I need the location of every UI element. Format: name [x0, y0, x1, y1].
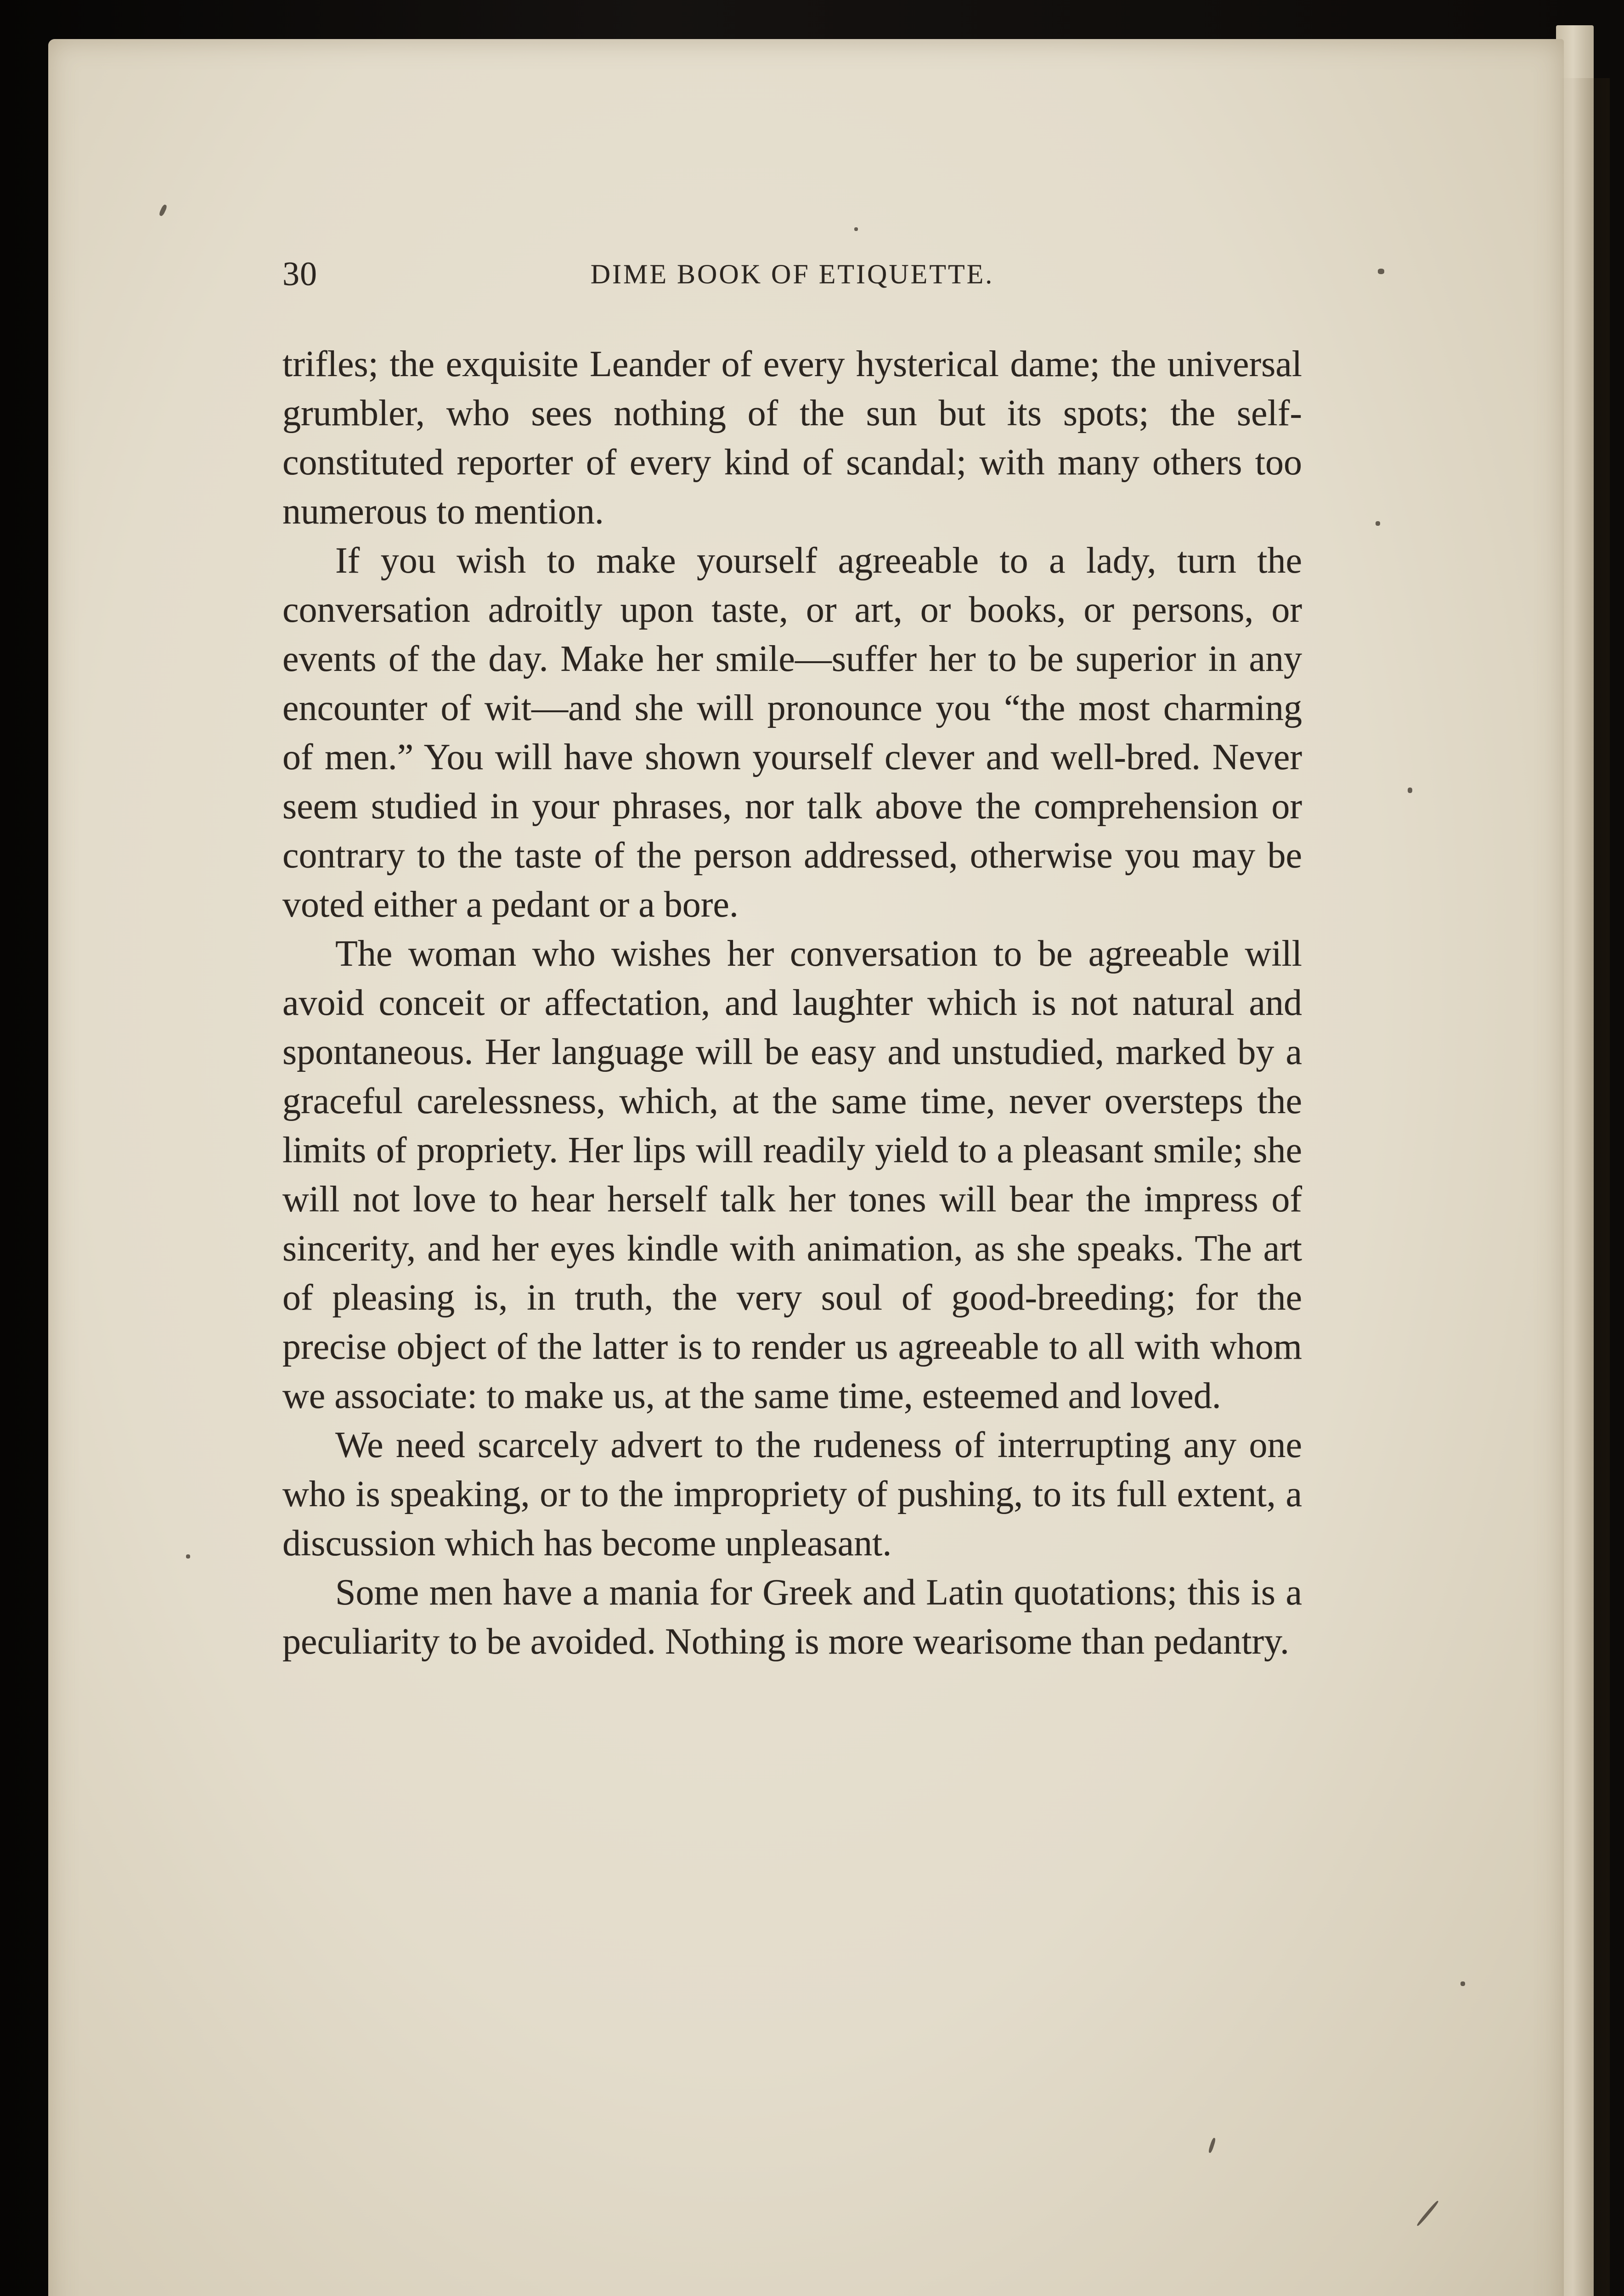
ink-speck	[1460, 1981, 1465, 1986]
paragraph-4: We need scarcely advert to the rudeness of interrupting any one who is speaking, or to the impropriety of pushing, to its full extent, a discussion which has become unpleasant.	[282, 1425, 1302, 1564]
paragraph-2: If you wish to make yourself agreeable to a lady, turn the conversation adroitly upon taste, or art, or books, or persons, or events of the day. Make her smile—suffer her to be superior in any encounter of wit—and she will pronounce you “the most charming of men.” You will have shown yourself clever and well-bred. Never seem studied in your phrases, nor talk above the comprehension or contrary to the taste of the person addressed, otherwise you may be voted either a pedant or a bore.	[282, 540, 1302, 925]
ink-speck	[1416, 2200, 1439, 2227]
ink-speck	[1408, 788, 1412, 793]
page-number: 30	[282, 255, 317, 293]
text-block	[282, 255, 1302, 2092]
running-head-title: DIME BOOK OF ETIQUETTE.	[590, 259, 994, 289]
ink-speck	[854, 227, 858, 231]
body-text	[282, 340, 1302, 1666]
paragraph-5: Some men have a mania for Greek and Latin quotations; this is a peculiarity to be avoided. Nothing is more wearisome than pedantry.	[282, 1572, 1302, 1662]
paragraph-1: trifles; the exquisite Leander of every hysterical dame; the universal grumbler, who sees nothing of the sun but its spots; the self-constituted reporter of every kind of scandal; with many others too numerous to mention.	[282, 344, 1302, 532]
paragraph-3: The woman who wishes her conversation to be agreeable will avoid conceit or affectation, and laughter which is not natural and spontaneous. Her language will be easy and unstudied, marked by a graceful carelessness, which, at the same time, never oversteps the limits of propriety. Her lips will readily yield to a pleasant smile; she will not love to hear herself talk her tones will bear the impress of sincerity, and her eyes kindle with animation, as she speaks. The art of pleasing is, in truth, the very soul of good-breeding; for the precise object of the latter is to render us agreeable to all with whom we associate: to make us, at the same time, esteemed and loved.	[282, 934, 1302, 1416]
ink-speck	[1378, 269, 1384, 274]
ink-speck	[1376, 521, 1380, 526]
ink-speck	[186, 1554, 190, 1559]
gutter-shadow	[1559, 78, 1610, 2296]
ink-speck	[158, 204, 168, 217]
book-page	[48, 39, 1564, 2296]
running-head	[282, 255, 1302, 305]
ink-speck	[1208, 2138, 1216, 2154]
